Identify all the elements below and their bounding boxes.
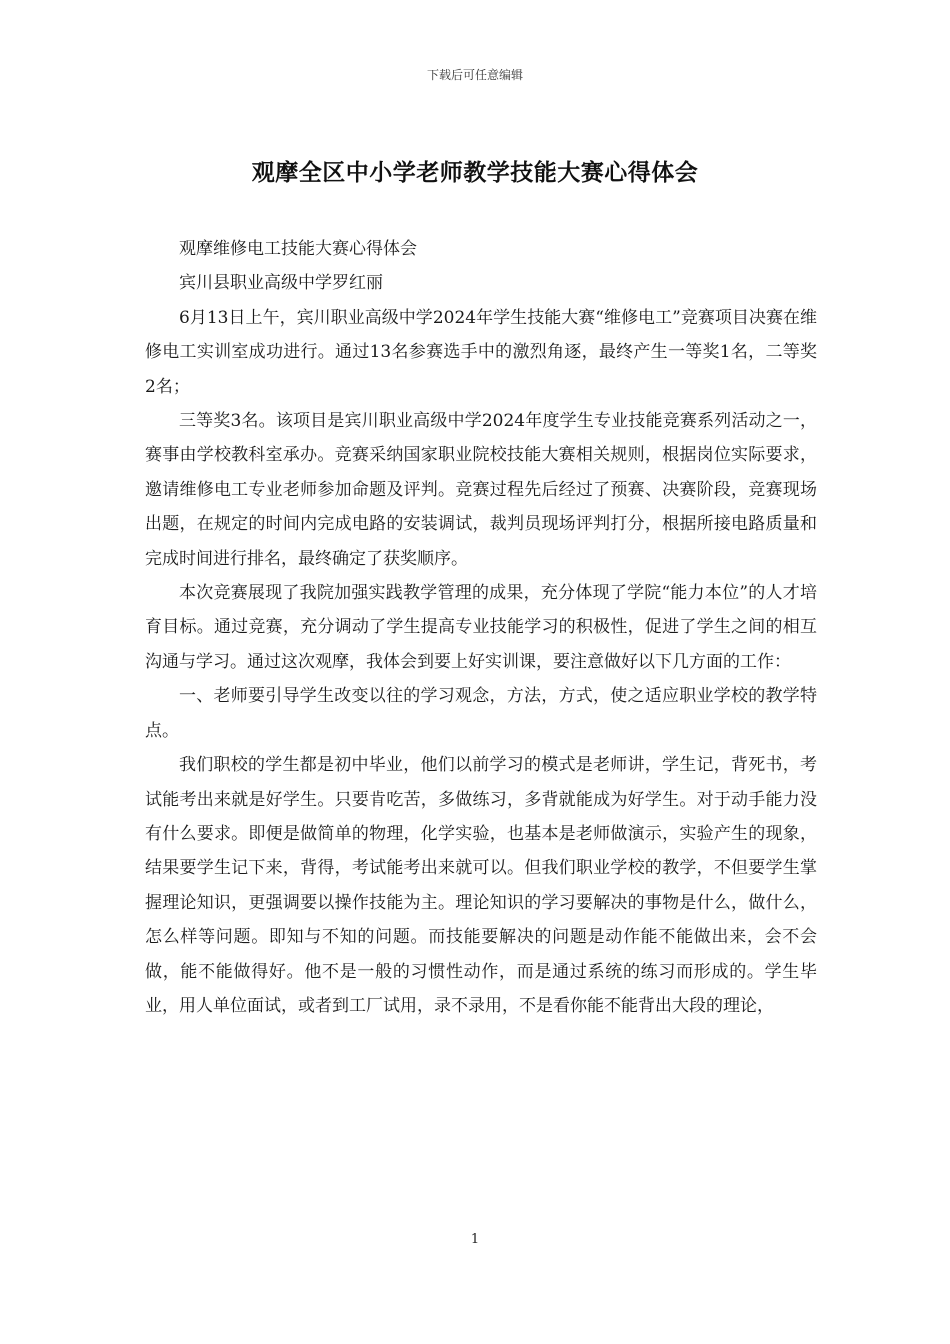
body-paragraph: 6月13日上午，宾川职业高级中学2024年学生技能大赛“维修电工”竞赛项目决赛在维修电工实训室成功进行。通过13名参赛选手中的激烈角逐，最终产生一等奖1名，二等奖2名； xyxy=(145,307,817,397)
document-body xyxy=(145,232,817,1023)
page-number: 1 xyxy=(470,1232,480,1247)
body-paragraph: 一、老师要引导学生改变以往的学习观念，方法，方式，使之适应职业学校的教学特点。 xyxy=(145,686,817,741)
body-paragraph: 三等奖3名。该项目是宾川职业高级中学2024年度学生专业技能竞赛系列活动之一，赛事由学校教科室承办。竞赛采纳国家职业院校技能大赛相关规则，根据岗位实际要求，邀请维修电工专业老师参加命题及评判。竞赛过程先后经过了预赛、决赛阶段，竞赛现场出题，在规定的时间内完成电路的安装调试，裁判员现场评判打分，根据所接电路质量和完成时间进行排名，最终确定了获奖顺序。 xyxy=(145,411,817,569)
author-paragraph: 宾川县职业高级中学罗红丽 xyxy=(179,273,383,294)
body-paragraph: 本次竞赛展现了我院加强实践教学管理的成果，充分体现了学院“能力本位”的人才培育目标。通过竞赛，充分调动了学生提高专业技能学习的积极性，促进了学生之间的相互沟通与学习。通过这次观摩，我体会到要上好实训课，要注意做好以下几方面的工作： xyxy=(145,583,817,672)
header-note: 下载后可任意编辑 xyxy=(426,68,523,82)
document-title: 观摩全区中小学老师教学技能大赛心得体会 xyxy=(251,159,699,186)
subtitle-paragraph: 观摩维修电工技能大赛心得体会 xyxy=(179,239,417,259)
body-paragraph: 我们职校的学生都是初中毕业，他们以前学习的模式是老师讲，学生记，背死书，考试能考出来就是好学生。只要肯吃苦，多做练习，多背就能成为好学生。对于动手能力没有什么要求。即便是做简单的物理，化学实验，也基本是老师做演示，实验产生的现象，结果要学生记下来，背得，考试能考出来就可以。但我们职业学校的教学，不但要学生掌握理论知识，更强调要以操作技能为主。理论知识的学习要解决的事物是什么，做什么，怎么样等问题。即知与不知的问题。而技能要解决的问题是动作能不能做出来，会不会做，能不能做得好。他不是一般的习惯性动作，而是通过系统的练习而形成的。学生毕业，用人单位面试，或者到工厂试用，录不录用，不是看你能不能背出大段的理论， xyxy=(145,755,817,1016)
